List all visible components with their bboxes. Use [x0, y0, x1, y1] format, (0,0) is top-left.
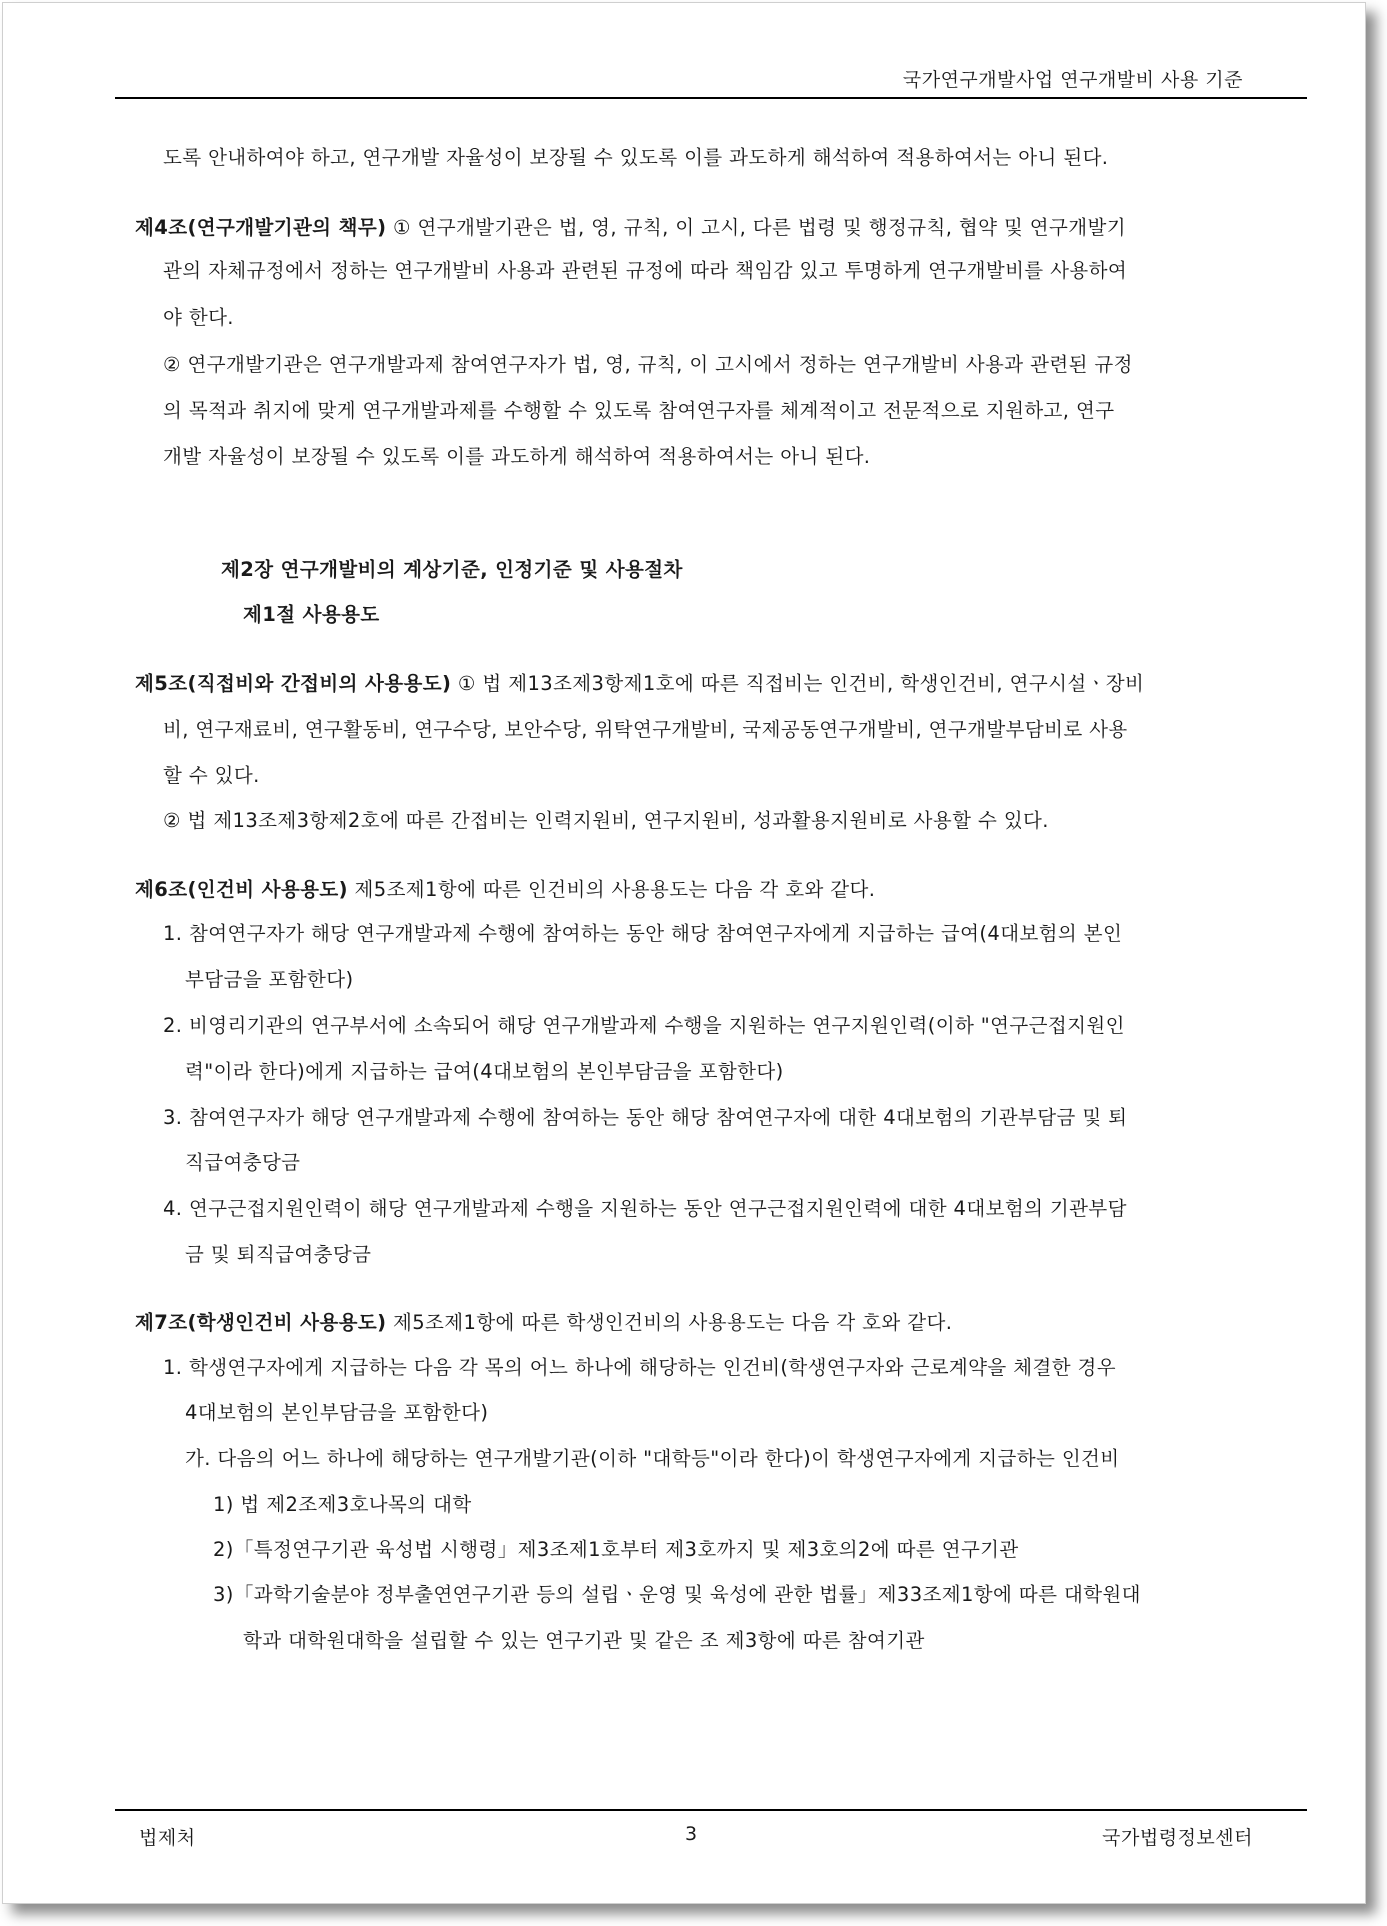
text-span: ① 연구개발기관은 법, 영, 규칙, 이 고시, 다른 법령 및 행정규칙, 협약 및 연구개발기	[386, 216, 1126, 239]
text-line: 야 한다.	[163, 306, 234, 329]
article-7-intro	[135, 1311, 952, 1335]
footer-rule	[115, 1809, 1307, 1811]
document-page	[2, 2, 1366, 1904]
list-item-continuation: 4대보험의 본인부담금을 포함한다)	[185, 1401, 489, 1424]
section-heading: 제1절 사용용도	[243, 603, 380, 626]
article-5-heading: 제5조(직접비와 간접비의 사용용도)	[135, 672, 452, 695]
page-number: 3	[685, 1823, 698, 1845]
text-line: 관의 자체규정에서 정하는 연구개발비 사용과 관련된 규정에 따라 책임감 있고 투명하게 연구개발비를 사용하여	[163, 259, 1128, 282]
text-line: 개발 자율성이 보장될 수 있도록 이를 과도하게 해석하여 적용하여서는 아니 된다.	[163, 445, 871, 468]
list-item-continuation: 부담금을 포함한다)	[185, 968, 354, 991]
sub-sub-list-item-continuation: 학과 대학원대학을 설립할 수 있는 연구기관 및 같은 조 제3항에 따른 참여기관	[243, 1629, 925, 1652]
text-span: 제5조제1항에 따른 인건비의 사용용도는 다음 각 호와 같다.	[347, 878, 876, 901]
article-6-heading: 제6조(인건비 사용용도)	[135, 878, 348, 901]
article-4-paragraph-1	[135, 216, 1126, 240]
list-item: 2. 비영리기관의 연구부서에 소속되어 해당 연구개발과제 수행을 지원하는 연구지원인력(이하 "연구근접지원인	[163, 1014, 1125, 1037]
text-line: 할 수 있다.	[163, 764, 260, 787]
header-title: 국가연구개발사업 연구개발비 사용 기준	[902, 69, 1243, 91]
text-span: 제5조제1항에 따른 학생인건비의 사용용도는 다음 각 호와 같다.	[386, 1311, 953, 1334]
chapter-heading: 제2장 연구개발비의 계상기준, 인정기준 및 사용절차	[221, 558, 683, 581]
list-item-continuation: 금 및 퇴직급여충당금	[185, 1243, 372, 1266]
sub-list-item: 가. 다음의 어느 하나에 해당하는 연구개발기관(이하 "대학등"이라 한다)이 학생연구자에게 지급하는 인건비	[185, 1447, 1120, 1470]
list-item: 4. 연구근접지원인력이 해당 연구개발과제 수행을 지원하는 동안 연구근접지원인력에 대한 4대보험의 기관부담	[163, 1197, 1127, 1220]
list-item: 1. 참여연구자가 해당 연구개발과제 수행에 참여하는 동안 해당 참여연구자에게 지급하는 급여(4대보험의 본인	[163, 922, 1123, 945]
list-item: 3. 참여연구자가 해당 연구개발과제 수행에 참여하는 동안 해당 참여연구자에 대한 4대보험의 기관부담금 및 퇴	[163, 1106, 1128, 1129]
header-rule	[115, 97, 1307, 99]
footer-source: 국가법령정보센터	[1102, 1827, 1253, 1849]
sub-sub-list-item: 2)「특정연구기관 육성법 시행령」제3조제1호부터 제3호까지 및 제3호의2에 따른 연구기관	[213, 1538, 1019, 1561]
article-6-intro	[135, 878, 875, 902]
list-item: 1. 학생연구자에게 지급하는 다음 각 목의 어느 하나에 해당하는 인건비(학생연구자와 근로계약을 체결한 경우	[163, 1356, 1117, 1379]
list-item-continuation: 직급여충당금	[185, 1151, 301, 1174]
text-span: ① 법 제13조제3항제1호에 따른 직접비는 인건비, 학생인건비, 연구시설ㆍ장비	[451, 672, 1145, 695]
sub-sub-list-item: 3)「과학기술분야 정부출연연구기관 등의 설립ㆍ운영 및 육성에 관한 법률」제33조제1항에 따른 대학원대	[213, 1583, 1141, 1606]
text-line: ② 법 제13조제3항제2호에 따른 간접비는 인력지원비, 연구지원비, 성과활용지원비로 사용할 수 있다.	[163, 809, 1049, 832]
text-line: 도록 안내하여야 하고, 연구개발 자율성이 보장될 수 있도록 이를 과도하게 해석하여 적용하여서는 아니 된다.	[163, 146, 1109, 169]
footer-publisher: 법제처	[139, 1827, 196, 1849]
sub-sub-list-item: 1) 법 제2조제3호나목의 대학	[213, 1493, 472, 1516]
article-4-heading: 제4조(연구개발기관의 책무)	[135, 216, 387, 239]
text-line: 의 목적과 취지에 맞게 연구개발과제를 수행할 수 있도록 참여연구자를 체계적이고 전문적으로 지원하고, 연구	[163, 399, 1115, 422]
article-7-heading: 제7조(학생인건비 사용용도)	[135, 1311, 387, 1334]
text-line: 비, 연구재료비, 연구활동비, 연구수당, 보안수당, 위탁연구개발비, 국제공동연구개발비, 연구개발부담비로 사용	[163, 718, 1128, 741]
article-5-paragraph-1	[135, 672, 1144, 696]
text-line: ② 연구개발기관은 연구개발과제 참여연구자가 법, 영, 규칙, 이 고시에서 정하는 연구개발비 사용과 관련된 규정	[163, 353, 1133, 376]
list-item-continuation: 력"이라 한다)에게 지급하는 급여(4대보험의 본인부담금을 포함한다)	[185, 1060, 784, 1083]
